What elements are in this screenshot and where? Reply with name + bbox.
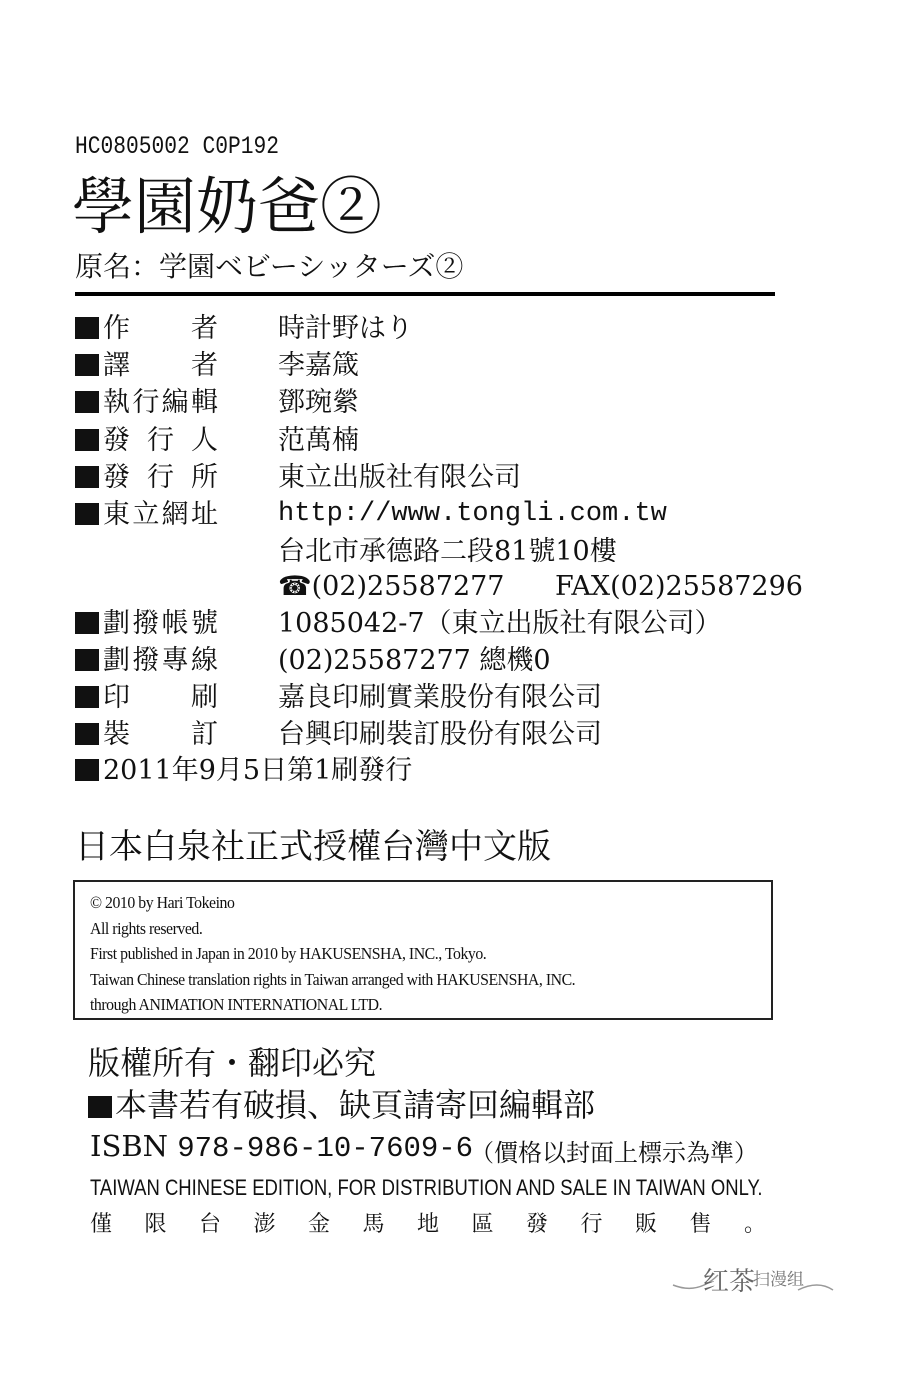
copyright-line: © 2010 by Hari Tokeino [90,893,235,912]
scanlation-watermark-logo [668,1255,838,1305]
bullet-square [75,466,99,488]
divider [75,292,775,296]
credit-label: 執行編輯 [103,387,218,418]
credit-label: 劃撥專線 [103,645,218,676]
bullet-square [75,649,99,671]
isbn [90,1128,473,1167]
credit-value: ☎(02)25587277 [278,571,505,602]
bullet-square [75,686,99,708]
isbn-label: ISBN [90,1129,169,1163]
credit-label: 譯者 [103,350,218,381]
price-note: （價格以封面上標示為準） [470,1139,758,1167]
credit-value[interactable]: http://www.tongli.com.tw [278,499,667,529]
bullet-square [75,317,99,339]
copyright-line: First published in Japan in 2010 by HAKUSENSHA, INC., Tokyo. [90,944,487,963]
bullet-square [75,723,99,745]
credit-value: 李嘉箴 [278,350,359,381]
credit-value: 嘉良印刷實業股份有限公司 [278,682,602,713]
credit-value: (02)25587277 總機0 [278,645,551,676]
bullet-square [75,354,99,376]
credit-value: 東立出版社有限公司 [278,462,521,493]
bullet-square [88,1096,112,1118]
original-title: 原名：学園ベビーシッターズ② [75,250,464,283]
credit-value: 台興印刷裝訂股份有限公司 [278,719,602,750]
copyright-line: through ANIMATION INTERNATIONAL LTD. [90,995,383,1014]
damage-notice-text: 本書若有破損、缺頁請寄回編輯部 [115,1086,596,1124]
bullet-square [75,759,99,781]
credit-value: 鄧琬縈 [278,387,359,418]
credit-value: 范萬楠 [278,425,359,456]
credit-label: 印刷 [103,682,218,713]
credit-label: 裝訂 [103,719,218,750]
english-distribution-notice: TAIWAN CHINESE EDITION, FOR DISTRIBUTION AND SALE IN TAIWAN ONLY. [90,1175,763,1200]
fax-number: FAX(02)25587296 [555,571,803,602]
credit-label: 發行人 [103,425,218,456]
bullet-square [75,612,99,634]
credit-value: 1085042-7（東立出版社有限公司） [278,608,722,639]
credit-label: 作者 [103,313,218,344]
copyright-line: All rights reserved. [90,918,203,938]
chinese-distribution-notice: 僅限台澎金馬地區發行販售。 [90,1212,799,1237]
isbn-number: 978-986-10-7609-6 [177,1132,474,1165]
copyright-line: Taiwan Chinese translation rights in Taiwan arranged with HAKUSENSHA, INC. [90,969,576,989]
credit-label: 2011年9月5日第1刷發行 [103,755,413,786]
bullet-square [75,391,99,413]
bullet-square [75,429,99,451]
credit-label: 劃撥帳號 [103,608,218,639]
credit-label: 東立網址 [103,499,218,530]
bullet-square [75,503,99,525]
authorization-notice: 日本白泉社正式授權台灣中文版 [75,827,551,867]
svg-text:扫漫组: 扫漫组 [753,1270,804,1290]
copyright-box [73,880,773,1020]
credit-label: 發行所 [103,462,218,493]
damage-notice [88,1085,595,1125]
book-title: 學園奶爸② [72,170,383,243]
rights-reserved: 版權所有・翻印必究 [88,1044,377,1082]
credit-value: 台北市承德路二段81號10樓 [278,536,617,567]
credit-value: 時計野はり [278,313,413,344]
svg-text:红茶: 红茶 [703,1267,756,1297]
product-code: HC0805002 C0P192 [75,132,280,161]
watermark-flourish-icon [668,1255,838,1305]
